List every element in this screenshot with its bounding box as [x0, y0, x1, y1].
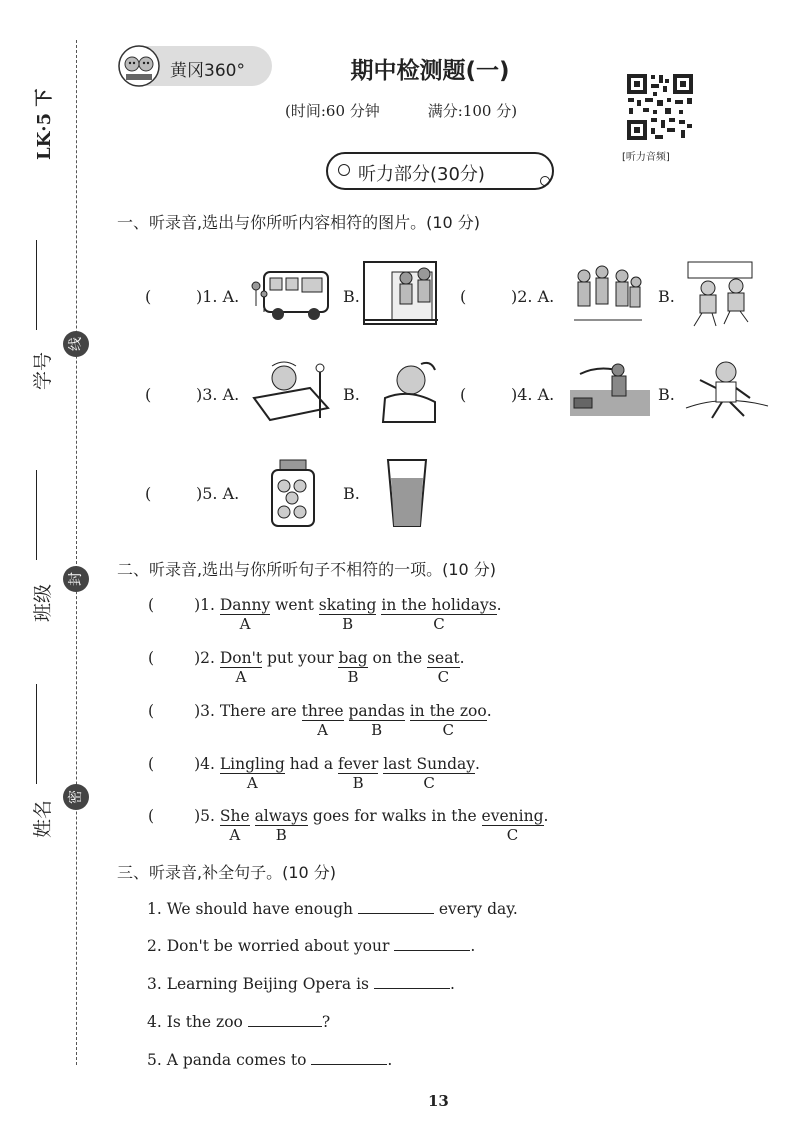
kids-running-picture-icon: [684, 260, 756, 330]
p1-q5-b-label: B.: [343, 484, 360, 503]
p3-q5: 5. A panda comes to .: [147, 1051, 393, 1069]
time-info: (时间:60 分钟: [285, 102, 380, 120]
fishing-picture-icon: [570, 360, 650, 420]
p3-q1: 1. We should have enough every day.: [147, 900, 518, 918]
part2-heading: 二、听录音,选出与你所听句子不相符的一项。(10 分): [117, 560, 497, 579]
p1-q2-b-label: B.: [658, 287, 675, 306]
p3-q4: 4. Is the zoo ?: [147, 1013, 331, 1031]
p1-q4-b-label: B.: [658, 385, 675, 404]
p1-q3-paren[interactable]: (: [145, 385, 152, 404]
p2-q3[interactable]: ( )3. There are three A pandas B in the zoo C .: [148, 702, 492, 739]
part1-heading: 一、听录音,选出与你所听内容相符的图片。(10 分): [117, 213, 481, 232]
p1-q3-label: )3. A.: [196, 385, 240, 404]
banner-dot-icon-small: [540, 176, 550, 186]
mascot-icon: [118, 44, 160, 88]
part3-heading: 三、听录音,补全句子。(10 分): [117, 863, 337, 882]
student-no-field[interactable]: [36, 240, 37, 330]
p1-q1-b-label: B.: [343, 287, 360, 306]
skating-picture-icon: [684, 358, 770, 424]
class-field[interactable]: [36, 470, 37, 560]
p3-q2-blank[interactable]: [394, 936, 470, 951]
name-label: 姓名: [32, 799, 54, 838]
sick-in-bed-picture-icon: [250, 358, 332, 426]
p1-q5-paren[interactable]: (: [145, 484, 152, 503]
score-info: 满分:100 分): [427, 102, 518, 120]
bus-door-kids-picture-icon: [362, 258, 442, 328]
girl-resting-picture-icon: [375, 358, 441, 426]
banner-dot-icon: [338, 164, 350, 176]
p2-q1-seg-a: Danny A: [219, 596, 271, 633]
page-title: 期中检测题(一): [350, 58, 510, 84]
seal-mark-seal: 封: [63, 566, 89, 592]
p2-q1[interactable]: ( )1. Danny A went skating B in the holidays C .: [148, 596, 502, 633]
bus-picture-icon: [250, 266, 332, 324]
p2-q4[interactable]: ( )4. Lingling A had a fever B last Sunday C .: [148, 755, 480, 792]
p1-q2-label: )2. A.: [511, 287, 555, 306]
logo-text: 黄冈360°: [170, 61, 245, 81]
p1-q3-b-label: B.: [343, 385, 360, 404]
p1-q1-paren[interactable]: (: [145, 287, 152, 306]
p3-q2: 2. Don't be worried about your .: [147, 937, 476, 955]
p3-q5-blank[interactable]: [311, 1050, 387, 1065]
p2-q1-seg-c: in the holidays C: [381, 596, 497, 633]
p2-q2[interactable]: ( )2. Don't A put your bag B on the seat C .: [148, 649, 465, 686]
student-no-label: 学号: [32, 351, 54, 390]
seal-mark-line: 线: [63, 331, 89, 357]
p1-q5-label: )5. A.: [196, 484, 240, 503]
listening-section-banner: [326, 152, 554, 190]
qr-code-icon[interactable]: [625, 72, 695, 142]
section-title: 听力部分(30分): [358, 164, 485, 185]
page-number: 13: [428, 1092, 449, 1110]
name-field[interactable]: [36, 684, 37, 784]
p1-q2-paren[interactable]: (: [460, 287, 467, 306]
glass-of-water-picture-icon: [384, 456, 430, 530]
exam-info: [285, 100, 517, 121]
p1-q4-paren[interactable]: (: [460, 385, 467, 404]
qr-caption: [听力音频]: [622, 152, 670, 163]
candy-jar-picture-icon: [266, 458, 320, 530]
p1-q4-label: )4. A.: [511, 385, 555, 404]
p3-q3-blank[interactable]: [374, 974, 450, 989]
edition-code: LK·5 下: [34, 88, 55, 160]
seal-mark-secret: 密: [63, 784, 89, 810]
class-label: 班级: [32, 583, 54, 622]
p3-q1-blank[interactable]: [358, 899, 434, 914]
p3-q4-blank[interactable]: [248, 1012, 322, 1027]
p2-q1-seg-b: skating B: [318, 596, 377, 633]
binding-dashed-line: [76, 40, 77, 1065]
p2-q5[interactable]: ( )5. She A always B goes for walks in the evening C .: [148, 807, 549, 844]
p1-q1-label: )1. A.: [196, 287, 240, 306]
p3-q3: 3. Learning Beijing Opera is .: [147, 975, 455, 993]
brand-logo: [118, 46, 272, 86]
group-kids-picture-icon: [572, 262, 644, 330]
